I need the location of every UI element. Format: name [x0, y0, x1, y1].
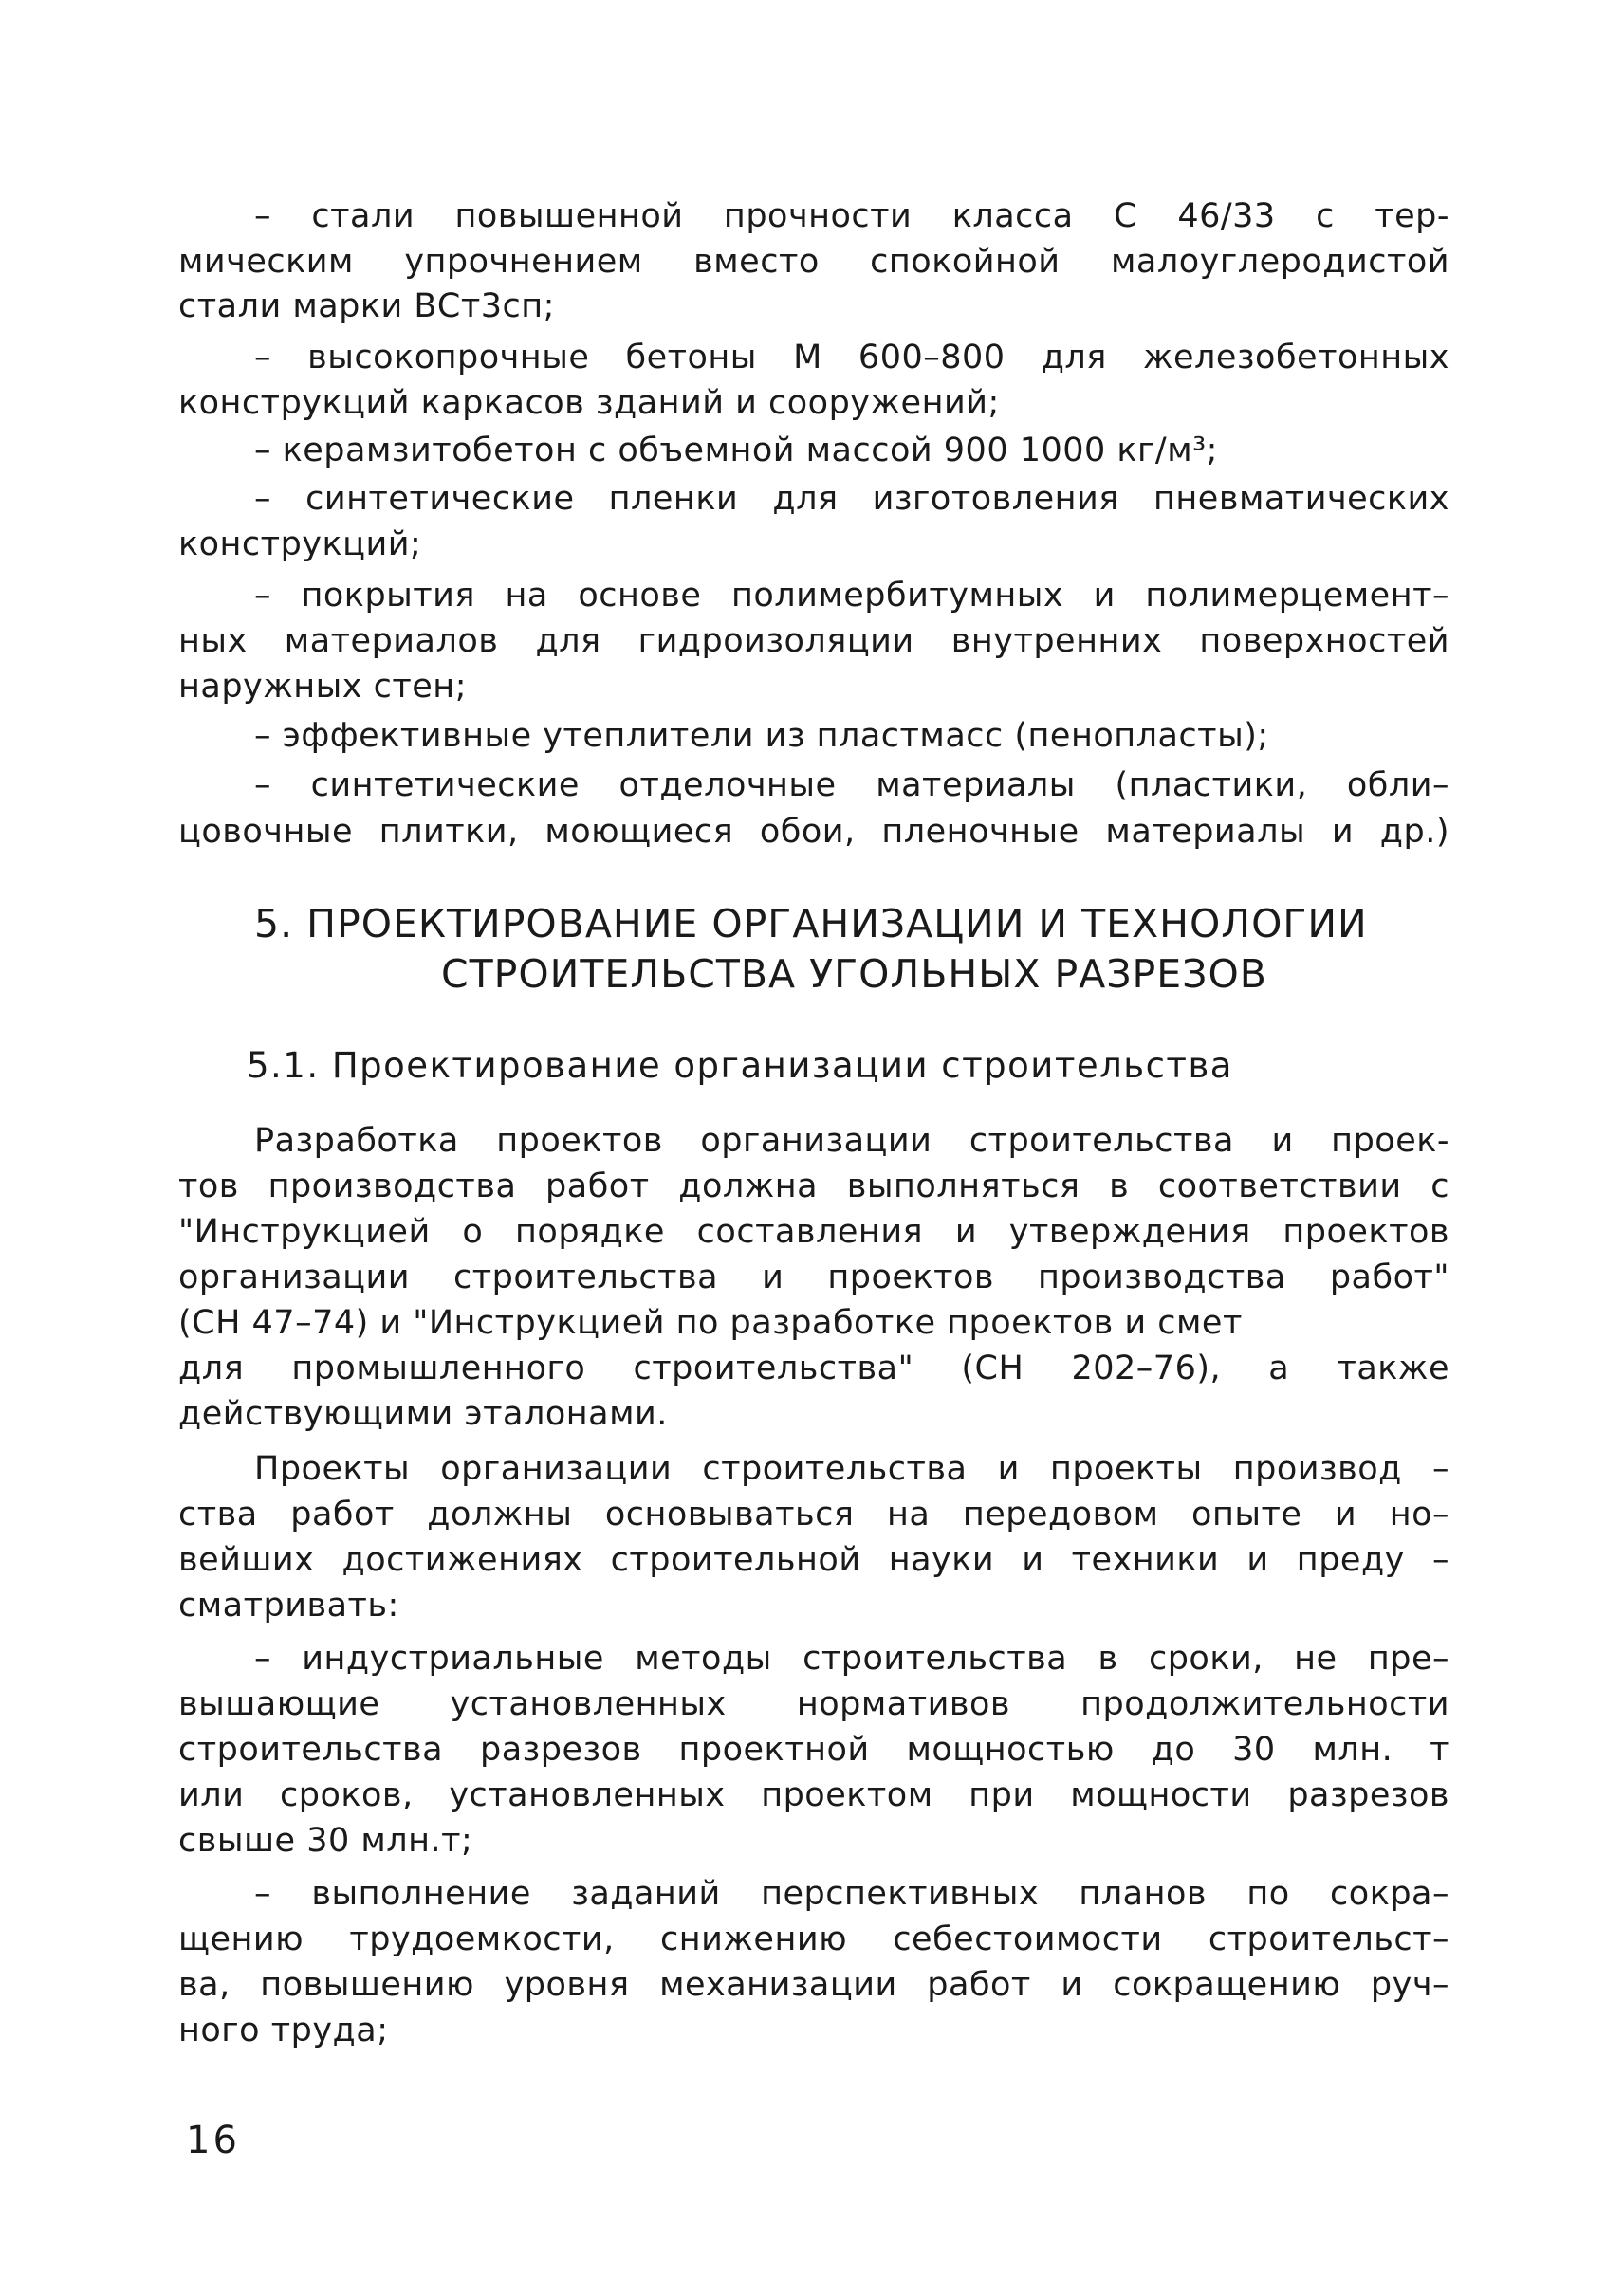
text-line: ных материалов для гидроизоляции внутренних поверхностей [178, 622, 1449, 660]
text-line: ного труда; [178, 2011, 389, 2049]
text-line: или сроков, установленных проектом при мощности разрезов [178, 1776, 1449, 1814]
text-line: наружных стен; [178, 668, 467, 706]
text-line: Проекты организации строительства и проекты производ – [254, 1450, 1449, 1488]
text-line: – покрытия на основе полимербитумных и полимерцемент– [254, 577, 1449, 615]
text-line: ва, повышению уровня механизации работ и сокращению руч– [178, 1966, 1449, 2004]
text-line: "Инструкцией о порядке составления и утверждения проектов [178, 1213, 1449, 1251]
text-line: мическим упрочнением вместо спокойной малоуглеродистой [178, 243, 1449, 281]
text-line: щению трудоемкости, снижению себестоимости строительст– [178, 1920, 1449, 1958]
text-line: – выполнение заданий перспективных планов по сокра– [254, 1875, 1449, 1913]
page-number: 16 [186, 2119, 240, 2162]
text-line: строительства разрезов проектной мощностью до 30 млн. т [178, 1731, 1449, 1769]
text-line: стали марки ВСт3сп; [178, 287, 555, 325]
text-line: ства работ должны основываться на передовом опыте и но– [178, 1496, 1449, 1534]
text-line: вейших достижениях строительной науки и техники и преду – [178, 1541, 1449, 1579]
text-line: – синтетические отделочные материалы (пластики, обли– [254, 766, 1449, 804]
text-line: действующими эталонами. [178, 1395, 668, 1433]
text-line: конструкций; [178, 525, 422, 563]
section-heading-continued: СТРОИТЕЛЬСТВА УГОЛЬНЫХ РАЗРЕЗОВ [441, 951, 1267, 997]
text-line: – синтетические пленки для изготовления пневматических [254, 480, 1449, 518]
text-line: – эффективные утеплители из пластмасс (пенопласты); [254, 717, 1269, 755]
text-line: – стали повышенной прочности класса С 46/33 с тер- [254, 197, 1449, 235]
text-line: конструкций каркасов зданий и сооружений; [178, 384, 1000, 422]
text-line: для промышленного строительства" (СН 202–76), а также [178, 1350, 1449, 1387]
text-line: вышающие установленных нормативов продолжительности [178, 1685, 1449, 1723]
text-line: свыше 30 млн.т; [178, 1822, 473, 1860]
text-line: организации строительства и проектов производства работ" [178, 1258, 1449, 1296]
subsection-heading: 5.1. Проектирование организации строительства [247, 1045, 1233, 1086]
text-line: (СН 47–74) и "Инструкцией по разработке проектов и смет [178, 1304, 1243, 1342]
text-line: – высокопрочные бетоны М 600–800 для железобетонных [254, 339, 1449, 377]
text-line: цовочные плитки, моющиеся обои, пленочные материалы и др.) [178, 813, 1449, 851]
text-line: Разработка проектов организации строительства и проек- [254, 1122, 1449, 1160]
text-line: – индустриальные методы строительства в сроки, не пре– [254, 1640, 1449, 1678]
text-line: тов производства работ должна выполняться в соответствии с [178, 1167, 1449, 1205]
text-line: – керамзитобетон с объемной массой 900 1000 кг/м³; [254, 432, 1218, 469]
section-heading: 5. ПРОЕКТИРОВАНИЕ ОРГАНИЗАЦИИ И ТЕХНОЛОГИИ [254, 901, 1368, 946]
text-line: сматривать: [178, 1587, 399, 1625]
